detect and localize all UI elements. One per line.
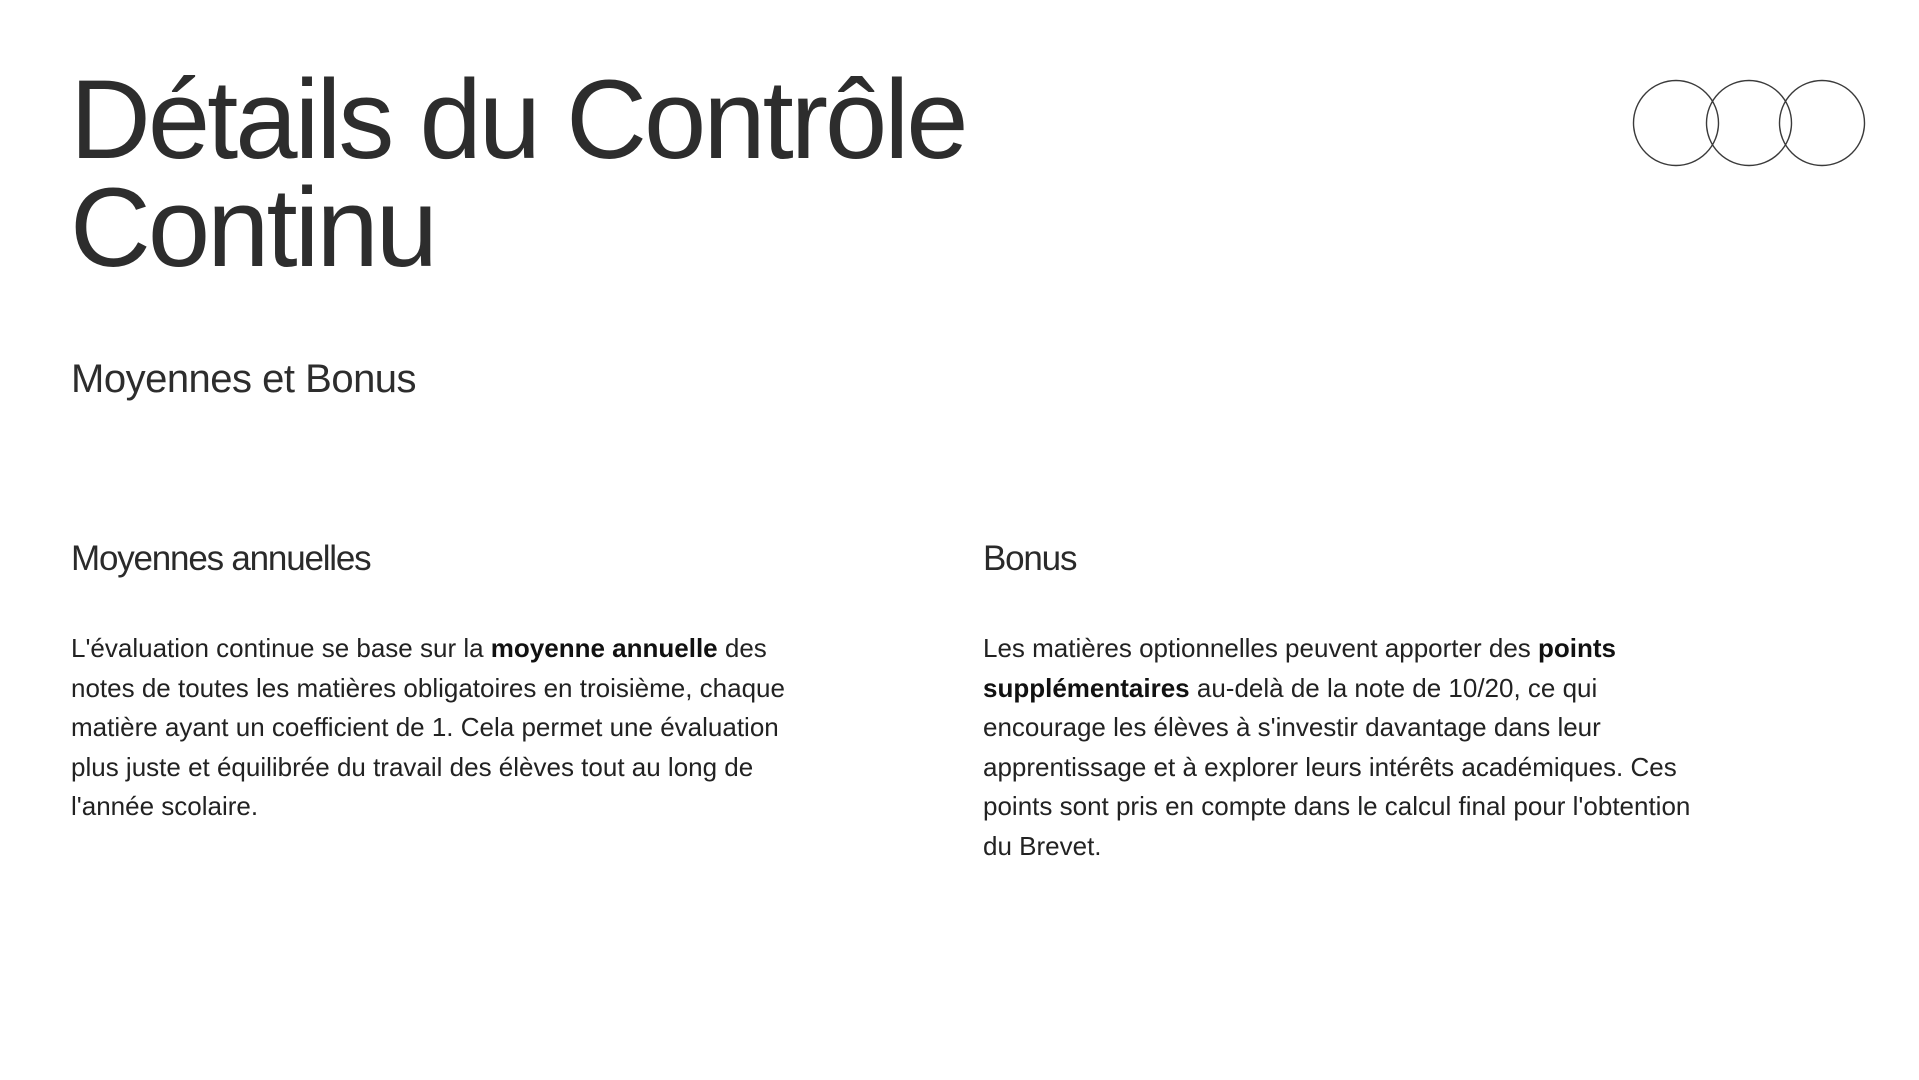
column-paragraph: [71, 629, 811, 827]
paragraph-emphasis: moyenne annuelle: [490, 633, 718, 663]
circle-middle-icon: [1707, 81, 1792, 166]
paragraph-text: Les matières optionnelles peuvent apporter des: [983, 633, 1539, 663]
column-bonus: [983, 535, 1743, 866]
paragraph-text: L'évaluation continue se base sur la: [71, 633, 491, 663]
paragraph-text: des notes de toutes les matières obligatoires en troisième, chaque matière ayant un coefficient de 1. Cela permet une évaluation plus juste et équilibrée du travail des élèves tout au long de l'année scolaire.: [71, 633, 785, 821]
column-heading: Moyennes annuelles: [71, 539, 371, 578]
slide-title: Détails du Contrôle Continu: [70, 57, 966, 290]
column-heading: Bonus: [983, 539, 1077, 578]
circle-right-icon: [1780, 81, 1865, 166]
column-moyennes-annuelles: [71, 535, 831, 827]
three-circles-icon: [1632, 79, 1867, 167]
paragraph-emphasis: points supplémentaires: [983, 633, 1617, 703]
circle-left-icon: [1634, 81, 1719, 166]
column-paragraph: [983, 629, 1723, 866]
paragraph-text: au-delà de la note de 10/20, ce qui encourage les élèves à s'investir davantage dans leur apprentissage et à explorer leurs intérêts académiques. Ces points sont pris en compte dans le calcul final pour l'obtention du Brevet.: [983, 672, 1691, 861]
slide-subtitle: Moyennes et Bonus: [71, 357, 417, 401]
